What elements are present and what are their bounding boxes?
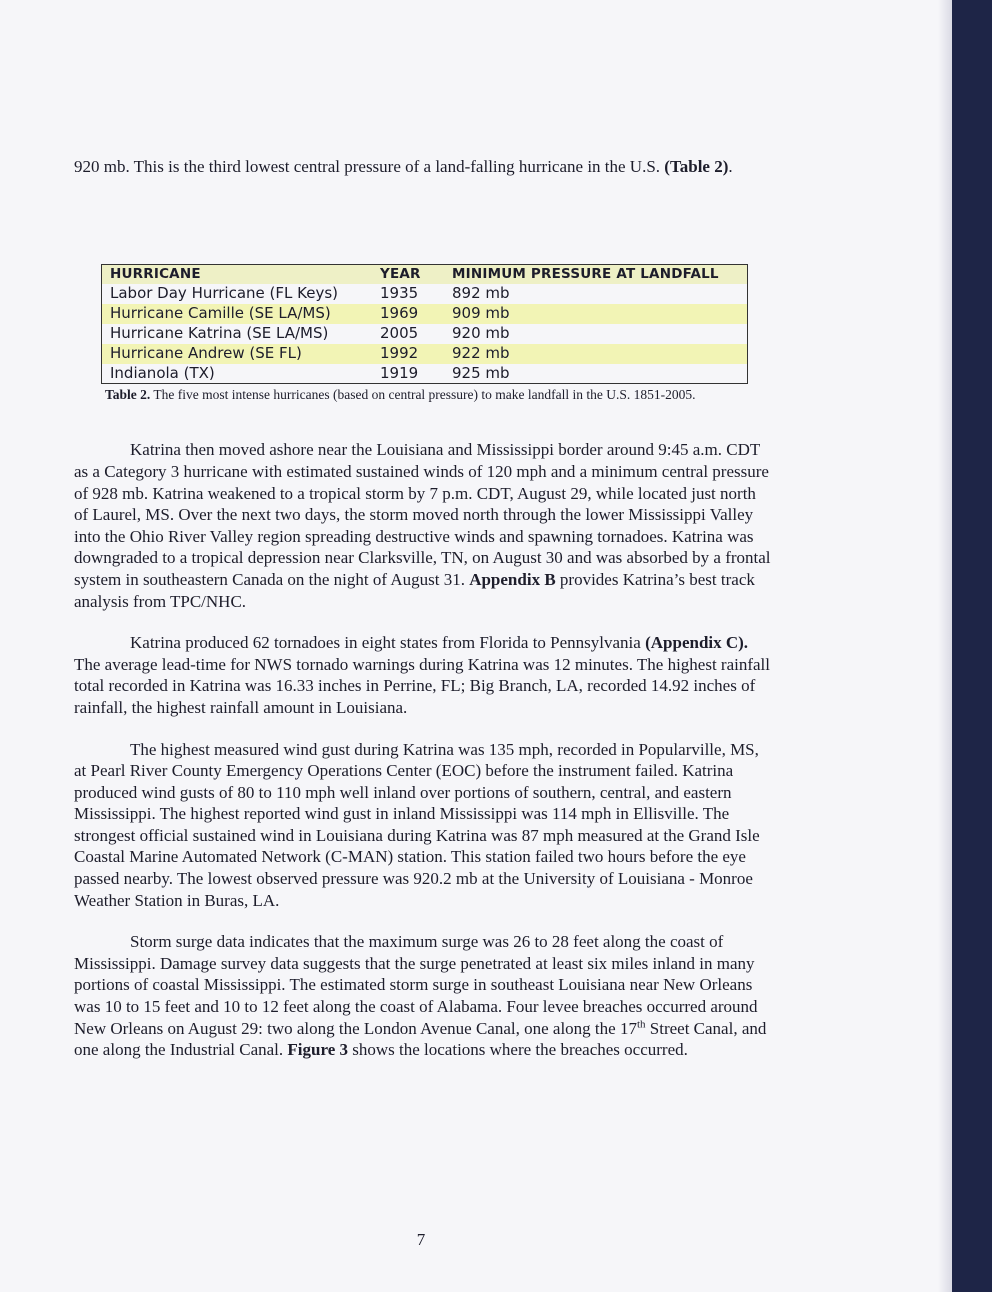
intro-text: 920 mb. This is the third lowest central pressure of a land-falling hurricane in the U.S. xyxy=(74,157,661,176)
superscript-th: th xyxy=(636,1017,646,1030)
cell-pressure: 925 mb xyxy=(452,363,510,382)
table-row xyxy=(102,324,748,344)
intro-suffix: . xyxy=(728,157,733,176)
intro-paragraph xyxy=(74,156,774,178)
paragraph-wind: The highest measured wind gust during Katrina was 135 mph, recorded in Popularville, MS, at Pearl River County Emergency Operations Center (EOC) before the instrument failed. Katrina produced wind gusts of 80 to 110 mph well inland over portions of southern, central, and eastern Mississippi. The highest reported wind gust in inland Mississippi was 114 mph in Ellisville. The strongest official sustained wind in Louisiana during Katrina was 87 mph measured at the Grand Isle Coastal Marine Automated Network (C-MAN) station. This station failed two hours before the eye passed nearby. The lowest observed pressure was 920.2 mb at the University of Louisiana - Monroe Weather Station in Buras, LA. xyxy=(74,739,760,910)
cell-pressure: 920 mb xyxy=(452,323,510,342)
paragraph-text: provides Katrina’s best track analysis from TPC/NHC. xyxy=(74,569,755,611)
caption-text: The five most intense hurricanes (based on central pressure) to make landfall in the U.S. 1851-2005. xyxy=(150,387,696,403)
appendix-b-reference: Appendix B xyxy=(469,569,556,589)
cell-name: Hurricane Andrew (SE FL) xyxy=(110,343,302,362)
cell-year: 1969 xyxy=(380,304,419,323)
header-pressure: MINIMUM PRESSURE AT LANDFALL xyxy=(452,265,719,282)
header-hurricane: HURRICANE xyxy=(110,265,201,282)
cell-name: Hurricane Katrina (SE LA/MS) xyxy=(110,323,329,342)
table-row xyxy=(102,364,748,384)
paragraph-text: Katrina produced 62 tornadoes in eight states from Florida to Pennsylvania xyxy=(130,633,646,653)
document-page xyxy=(74,150,774,1061)
cell-pressure: 922 mb xyxy=(452,343,510,362)
paragraph-landfall xyxy=(74,439,774,612)
binding-edge xyxy=(952,0,992,1292)
cell-pressure: 892 mb xyxy=(452,284,510,303)
paragraph-tornadoes xyxy=(74,632,774,718)
table-header-row xyxy=(102,264,748,284)
paragraph-storm-surge xyxy=(74,931,774,1061)
cell-name: Hurricane Camille (SE LA/MS) xyxy=(110,304,331,323)
table-caption xyxy=(105,386,745,403)
appendix-c-reference: (Appendix C). xyxy=(645,633,749,653)
caption-label: Table 2. xyxy=(105,387,151,403)
paragraph-text: Storm surge data indicates that the maximum surge was 26 to 28 feet along the coast of Mississippi. Damage survey data suggests that the surge penetrated at least six miles inland in many portions of coastal Mississippi. The estimated storm surge in southeast Louisiana near New Orleans was 10 to 15 feet and 10 to 12 feet along the coast of Alabama. Four levee breaches occurred around New Orleans on August 29: two along the London Avenue Canal, one along the 17 xyxy=(74,932,758,1038)
hurricane-table xyxy=(101,264,748,385)
cell-year: 1919 xyxy=(380,363,419,382)
paragraph-text: shows the locations where the breaches occurred. xyxy=(348,1040,688,1060)
page-number: 7 xyxy=(416,1230,426,1249)
paragraph-text: The average lead-time for NWS tornado warnings during Katrina was 12 minutes. The highest rainfall total recorded in Katrina was 16.33 inches in Perrine, FL; Big Branch, LA, recorded 14.92 inches of rainfall, the highest rainfall amount in Louisiana. xyxy=(74,654,771,717)
table-row xyxy=(102,284,748,304)
header-year: YEAR xyxy=(380,265,421,282)
cell-pressure: 909 mb xyxy=(452,304,510,323)
table-reference: (Table 2) xyxy=(664,157,729,176)
cell-name: Indianola (TX) xyxy=(110,363,215,382)
paragraph-text: Katrina then moved ashore near the Louisiana and Mississippi border around 9:45 a.m. CDT as a Category 3 hurricane with estimated sustained winds of 120 mph and a minimum central pressure of 928 mb. Katrina weakened to a tropical storm by 7 p.m. CDT, August 29, while located just north of Laurel, MS. Over the next two days, the storm moved north through the lower Mississippi Valley into the Ohio River Valley region spreading destructive winds and spawning tornadoes. Katrina was downgraded to a tropical depression near Clarksville, TN, on August 30 and was absorbed by a frontal system in southeastern Canada on the night of August 31. xyxy=(74,440,771,589)
table-row xyxy=(102,304,748,324)
figure-3-reference: Figure 3 xyxy=(287,1040,348,1060)
cell-year: 2005 xyxy=(380,323,419,342)
cell-year: 1935 xyxy=(380,284,419,303)
cell-name: Labor Day Hurricane (FL Keys) xyxy=(110,284,339,303)
table-row xyxy=(102,344,748,364)
cell-year: 1992 xyxy=(380,343,419,362)
binding-shadow xyxy=(938,0,952,1292)
table-container xyxy=(101,264,774,385)
paragraph-text: Street Canal, and one along the Industrial Canal. xyxy=(74,1018,767,1060)
